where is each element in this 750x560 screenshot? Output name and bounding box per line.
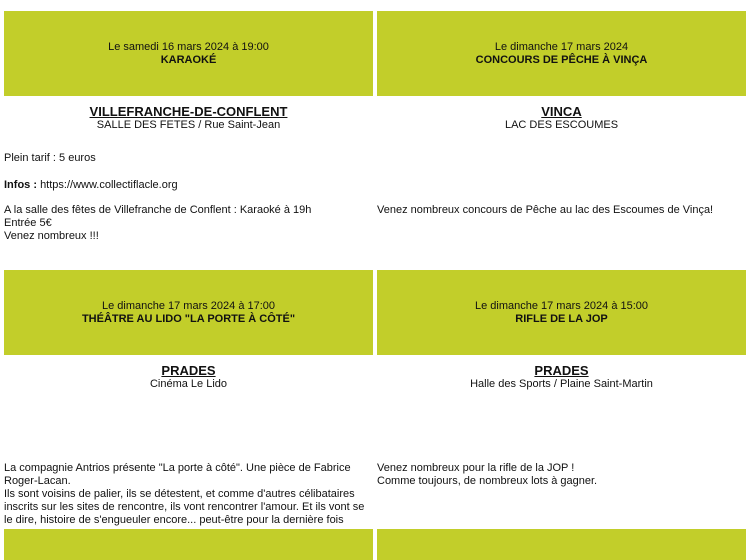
event-location bbox=[4, 363, 373, 391]
info-label: Infos : bbox=[4, 179, 37, 191]
description-line: Entrée 5€ bbox=[4, 217, 52, 229]
info-link[interactable]: https://www.collectiflacle.org bbox=[40, 179, 178, 191]
event-description bbox=[4, 462, 373, 527]
event-venue: LAC DES ESCOUMES bbox=[504, 119, 619, 131]
event-banner bbox=[377, 11, 746, 96]
event-card-theatre bbox=[4, 270, 373, 529]
event-banner bbox=[4, 270, 373, 355]
price-text: Plein tarif : 5 euros bbox=[4, 152, 96, 164]
description-line: A la salle des fêtes de Villefranche de Conflent : Karaoké à 19h bbox=[4, 204, 312, 216]
description-line: La compagnie Antrios présente "La porte à côté". Une pièce de Fabrice Roger-Lacan. bbox=[4, 462, 351, 487]
event-banner bbox=[4, 11, 373, 96]
event-location bbox=[377, 104, 746, 132]
event-date: Le dimanche 17 mars 2024 bbox=[494, 41, 629, 53]
description-line: Venez nombreux concours de Pêche au lac des Escoumes de Vinça! bbox=[377, 204, 714, 216]
event-title: THÉÂTRE AU LIDO "LA PORTE À CÔTÉ" bbox=[81, 313, 296, 325]
event-card-next-right bbox=[377, 529, 746, 560]
event-venue: Halle des Sports / Plaine Saint-Martin bbox=[470, 378, 653, 390]
description-line: Venez nombreux pour la rifle de la JOP ! bbox=[377, 462, 575, 474]
event-description bbox=[377, 462, 746, 488]
event-city: VILLEFRANCHE-DE-CONFLENT bbox=[89, 104, 288, 119]
event-banner bbox=[4, 529, 373, 560]
event-banner bbox=[377, 270, 746, 355]
event-location bbox=[377, 363, 746, 391]
event-card-peche bbox=[377, 11, 746, 270]
event-city: PRADES bbox=[161, 363, 216, 378]
event-location bbox=[4, 104, 373, 132]
description-line: Venez nombreux !!! bbox=[4, 230, 99, 242]
event-info bbox=[4, 179, 373, 192]
event-city: VINCA bbox=[541, 104, 582, 119]
event-venue: SALLE DES FETES / Rue Saint-Jean bbox=[96, 119, 281, 131]
event-date: Le samedi 16 mars 2024 à 19:00 bbox=[108, 41, 269, 53]
description-line: Ils sont voisins de palier, ils se détestent, et comme d'autres célibataires inscrits sur les sites de rencontre, ils vont rencontrer l'amour. Et ils vont se le dire, histoire de s'engueuler encore... peut-être pour la dernière fois bbox=[4, 488, 365, 526]
event-card-karaoke bbox=[4, 11, 373, 270]
event-title: CONCOURS DE PÊCHE À VINÇA bbox=[475, 54, 648, 66]
event-card-rifle bbox=[377, 270, 746, 529]
event-description bbox=[4, 204, 373, 243]
description-line: Comme toujours, de nombreux lots à gagner. bbox=[377, 475, 598, 487]
event-city: PRADES bbox=[534, 363, 589, 378]
event-title: KARAOKÉ bbox=[160, 54, 217, 66]
event-date: Le dimanche 17 mars 2024 à 15:00 bbox=[474, 300, 649, 312]
event-date: Le dimanche 17 mars 2024 à 17:00 bbox=[101, 300, 276, 312]
event-description bbox=[377, 204, 746, 217]
event-card-next-left bbox=[4, 529, 373, 560]
event-venue: Cinéma Le Lido bbox=[149, 378, 228, 390]
event-banner bbox=[377, 529, 746, 560]
event-price bbox=[4, 152, 373, 165]
event-title: RIFLE DE LA JOP bbox=[515, 313, 608, 325]
